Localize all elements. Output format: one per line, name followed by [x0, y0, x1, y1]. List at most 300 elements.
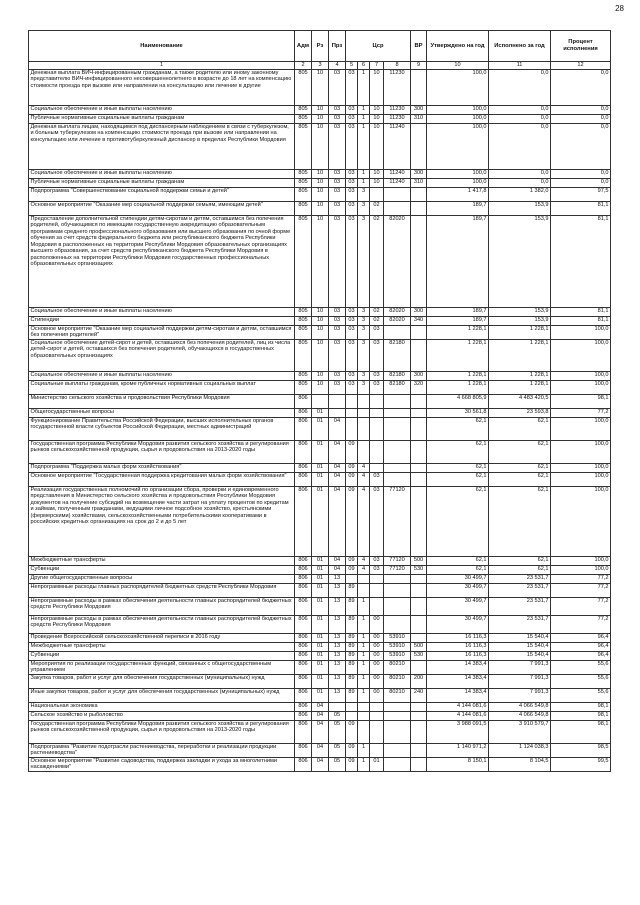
code-csr-4: 11240: [384, 124, 411, 170]
execution-percent: 99,5: [551, 758, 611, 772]
execution-percent: 0,0: [551, 70, 611, 106]
executed-amount: 1 228,1: [489, 381, 551, 395]
code-csr-2: 3: [358, 340, 370, 372]
code-csr-3: 03: [370, 557, 384, 566]
code-csr-2: 1: [358, 170, 370, 179]
code-csr-2: 4: [358, 464, 370, 473]
approved-amount: 4 668 805,9: [427, 395, 489, 409]
approved-amount: 30 561,8: [427, 409, 489, 418]
approved-amount: 189,7: [427, 202, 489, 216]
code-csr-2: 4: [358, 557, 370, 566]
header-row: [29, 31, 611, 62]
row-name: Социальное обеспечение и иные выплаты населению: [29, 308, 295, 317]
header-fact: Исполнено за год: [489, 31, 551, 62]
table-row: [29, 464, 611, 473]
code-csr-2: 1: [358, 179, 370, 188]
column-number: 10: [427, 62, 489, 70]
code-csr-2: 3: [358, 202, 370, 216]
execution-percent: 100,0: [551, 418, 611, 441]
code-csr-3: 10: [370, 179, 384, 188]
code-rz: 01: [312, 661, 329, 675]
execution-percent: 55,6: [551, 661, 611, 675]
code-csr-1: 03: [346, 317, 358, 326]
execution-percent: 77,2: [551, 616, 611, 634]
row-name: Социальное обеспечение и иные выплаты населению: [29, 372, 295, 381]
execution-percent: 0,0: [551, 179, 611, 188]
approved-amount: 30 499,7: [427, 584, 489, 598]
executed-amount: 1 124 038,3: [489, 744, 551, 758]
code-prz: 04: [329, 566, 346, 575]
executed-amount: 4 483 420,5: [489, 395, 551, 409]
execution-percent: 100,0: [551, 557, 611, 566]
code-prz: 03: [329, 216, 346, 308]
code-csr-4: 80210: [384, 675, 411, 689]
executed-amount: 62,1: [489, 473, 551, 487]
code-csr-3: [370, 441, 384, 464]
code-csr-2: 1: [358, 616, 370, 634]
approved-amount: 14 383,4: [427, 675, 489, 689]
code-adm: 806: [295, 652, 312, 661]
code-rz: 01: [312, 643, 329, 652]
approved-amount: 3 988 091,5: [427, 721, 489, 744]
code-adm: 805: [295, 326, 312, 340]
code-csr-4: 53910: [384, 643, 411, 652]
code-vr: [411, 124, 427, 170]
code-csr-4: 77120: [384, 566, 411, 575]
executed-amount: 7 991,3: [489, 675, 551, 689]
code-csr-3: 10: [370, 115, 384, 124]
code-vr: [411, 464, 427, 473]
table-row: [29, 115, 611, 124]
table-row: [29, 661, 611, 675]
row-name: Министерство сельского хозяйства и продовольствия Республики Мордовия: [29, 395, 295, 409]
code-csr-3: 02: [370, 216, 384, 308]
row-name: Государственная программа Республики Мордовия развития сельского хозяйства и регулирования рынков сельскохозяйственной продукции, сырья и продовольствия на 2013-2020 годы: [29, 721, 295, 744]
code-prz: 03: [329, 179, 346, 188]
code-rz: 01: [312, 598, 329, 616]
approved-amount: 16 116,3: [427, 634, 489, 643]
row-name: Государственная программа Республики Мордовия развития сельского хозяйства и регулирования рынков сельскохозяйственной продукции, сырья и продовольствия на 2013-2020 годы: [29, 441, 295, 464]
approved-amount: 8 150,1: [427, 758, 489, 772]
code-csr-1: 03: [346, 326, 358, 340]
header-name: Наименование: [29, 31, 295, 62]
code-csr-4: 77120: [384, 557, 411, 566]
code-adm: 806: [295, 703, 312, 712]
code-vr: [411, 70, 427, 106]
code-csr-3: 02: [370, 308, 384, 317]
code-vr: [411, 584, 427, 598]
code-rz: 01: [312, 584, 329, 598]
executed-amount: 23 593,8: [489, 409, 551, 418]
code-csr-2: 3: [358, 188, 370, 202]
code-rz: 04: [312, 721, 329, 744]
code-rz: 01: [312, 566, 329, 575]
code-csr-1: [346, 409, 358, 418]
code-rz: 10: [312, 381, 329, 395]
code-csr-1: [346, 575, 358, 584]
table-row: [29, 202, 611, 216]
code-csr-2: 3: [358, 326, 370, 340]
code-prz: 13: [329, 652, 346, 661]
table-body: [29, 70, 611, 772]
code-vr: 340: [411, 317, 427, 326]
code-csr-1: 09: [346, 487, 358, 557]
header-plan: Утверждено на год: [427, 31, 489, 62]
code-vr: 300: [411, 170, 427, 179]
code-csr-1: 03: [346, 381, 358, 395]
execution-percent: 100,0: [551, 326, 611, 340]
table-row: [29, 308, 611, 317]
executed-amount: 23 531,7: [489, 598, 551, 616]
table-row: [29, 584, 611, 598]
code-vr: 530: [411, 652, 427, 661]
code-vr: 200: [411, 675, 427, 689]
code-adm: 806: [295, 634, 312, 643]
code-csr-2: [358, 418, 370, 441]
code-csr-1: 89: [346, 584, 358, 598]
column-number: 2: [295, 62, 312, 70]
row-name: Закупка товаров, работ и услуг для обеспечения государственных (муниципальных) нужд: [29, 675, 295, 689]
code-csr-1: 03: [346, 124, 358, 170]
approved-amount: 62,1: [427, 418, 489, 441]
row-name: Стипендии: [29, 317, 295, 326]
code-adm: 806: [295, 584, 312, 598]
code-csr-1: [346, 418, 358, 441]
code-prz: 03: [329, 372, 346, 381]
executed-amount: 153,9: [489, 317, 551, 326]
row-name: Подпрограмма "Совершенствование социальной поддержки семьи и детей": [29, 188, 295, 202]
executed-amount: 7 991,3: [489, 661, 551, 675]
code-rz: [312, 395, 329, 409]
code-prz: 13: [329, 689, 346, 703]
code-csr-1: 03: [346, 179, 358, 188]
code-vr: 500: [411, 643, 427, 652]
executed-amount: 1 228,1: [489, 326, 551, 340]
code-rz: 01: [312, 675, 329, 689]
approved-amount: 1 228,1: [427, 372, 489, 381]
executed-amount: 8 104,5: [489, 758, 551, 772]
row-name: Основное мероприятие "Развитие садоводства, поддержка закладки и ухода за многолетними насаждениями": [29, 758, 295, 772]
code-csr-4: 11240: [384, 179, 411, 188]
executed-amount: 23 531,7: [489, 575, 551, 584]
code-csr-1: 89: [346, 689, 358, 703]
code-csr-4: [384, 202, 411, 216]
code-vr: [411, 634, 427, 643]
column-number: 11: [489, 62, 551, 70]
code-csr-1: 89: [346, 661, 358, 675]
executed-amount: 62,1: [489, 487, 551, 557]
code-csr-3: [370, 418, 384, 441]
code-vr: [411, 744, 427, 758]
code-adm: 805: [295, 106, 312, 115]
code-csr-1: 09: [346, 464, 358, 473]
table-row: [29, 703, 611, 712]
code-csr-1: [346, 703, 358, 712]
code-adm: 806: [295, 616, 312, 634]
code-csr-2: 1: [358, 106, 370, 115]
code-csr-4: [384, 473, 411, 487]
code-adm: 806: [295, 557, 312, 566]
approved-amount: 189,7: [427, 308, 489, 317]
execution-percent: 77,2: [551, 409, 611, 418]
code-csr-3: 10: [370, 124, 384, 170]
code-rz: 04: [312, 703, 329, 712]
code-csr-2: 1: [358, 744, 370, 758]
code-csr-1: 09: [346, 441, 358, 464]
code-adm: 805: [295, 115, 312, 124]
code-csr-3: 00: [370, 661, 384, 675]
row-name: Общегосударственные вопросы: [29, 409, 295, 418]
code-prz: 04: [329, 418, 346, 441]
code-csr-1: 03: [346, 216, 358, 308]
code-csr-2: [358, 712, 370, 721]
code-csr-3: 03: [370, 487, 384, 557]
code-prz: 04: [329, 557, 346, 566]
code-rz: 10: [312, 202, 329, 216]
code-rz: 10: [312, 340, 329, 372]
code-csr-3: 03: [370, 381, 384, 395]
execution-percent: 100,0: [551, 441, 611, 464]
code-csr-2: 1: [358, 634, 370, 643]
code-rz: 01: [312, 464, 329, 473]
code-csr-3: [370, 584, 384, 598]
executed-amount: 0,0: [489, 170, 551, 179]
code-vr: [411, 616, 427, 634]
code-csr-1: 03: [346, 372, 358, 381]
code-rz: 01: [312, 616, 329, 634]
code-adm: 806: [295, 744, 312, 758]
code-csr-1: 89: [346, 634, 358, 643]
budget-execution-table: [28, 30, 611, 772]
column-number: 1: [29, 62, 295, 70]
code-csr-3: [370, 464, 384, 473]
row-name: Непрограммные расходы в рамках обеспечения деятельности главных распорядителей бюджетных средств Республики Мордовия: [29, 598, 295, 616]
code-vr: 300: [411, 372, 427, 381]
code-prz: 03: [329, 106, 346, 115]
code-prz: [329, 395, 346, 409]
executed-amount: 15 540,4: [489, 643, 551, 652]
execution-percent: 81,1: [551, 216, 611, 308]
execution-percent: 81,1: [551, 308, 611, 317]
code-prz: 13: [329, 616, 346, 634]
code-adm: 806: [295, 712, 312, 721]
code-adm: 805: [295, 340, 312, 372]
column-number: 9: [411, 62, 427, 70]
row-name: Социальные выплаты гражданам, кроме публичных нормативных социальных выплат: [29, 381, 295, 395]
table-row: [29, 557, 611, 566]
execution-percent: 96,4: [551, 634, 611, 643]
row-name: Непрограммные расходы главных распорядителей бюджетных средств Республики Мордовия: [29, 584, 295, 598]
code-prz: 13: [329, 584, 346, 598]
executed-amount: 4 066 549,8: [489, 712, 551, 721]
executed-amount: 153,9: [489, 308, 551, 317]
code-csr-4: 82180: [384, 372, 411, 381]
code-csr-2: 1: [358, 598, 370, 616]
row-name: Основное мероприятие "Оказание мер социальной поддержки детям-сиротам и детям, оставшимся без попечения родителей": [29, 326, 295, 340]
row-name: Основное мероприятие "Оказание мер социальной поддержки семьям, имеющим детей": [29, 202, 295, 216]
table-row: [29, 441, 611, 464]
code-csr-2: 4: [358, 566, 370, 575]
code-prz: 05: [329, 744, 346, 758]
table-row: [29, 689, 611, 703]
code-vr: [411, 340, 427, 372]
code-adm: 805: [295, 372, 312, 381]
row-name: Иные закупки товаров, работ и услуг для обеспечения государственных (муниципальных) нужд: [29, 689, 295, 703]
executed-amount: 15 540,4: [489, 634, 551, 643]
code-csr-1: [346, 712, 358, 721]
table-row: [29, 179, 611, 188]
code-csr-1: 89: [346, 643, 358, 652]
code-adm: 805: [295, 317, 312, 326]
code-csr-4: 82020: [384, 317, 411, 326]
code-vr: 310: [411, 115, 427, 124]
execution-percent: 55,6: [551, 689, 611, 703]
row-name: Предоставление дополнительной стипендии детям-сиротам и детям, оставшимся без попечения родителей, обучающимся по имеющим государственную аккредитацию образовательным программам среднего профессионального образования или высшего образования по очной форме обучения за счет средств федерального бюджета или республиканского бюджета Республики Мордовия в расположенных на территории Республики Мордовия образовательных организациях высшего образования, за счет средств республиканского бюджета Республики Мордовия в расположенных на территории Республики Мордовия государственных профессиональных образовательных организациях: [29, 216, 295, 308]
table-row: [29, 643, 611, 652]
table-row: [29, 216, 611, 308]
table-row: [29, 744, 611, 758]
code-rz: 01: [312, 418, 329, 441]
code-csr-1: 09: [346, 557, 358, 566]
code-rz: 01: [312, 575, 329, 584]
code-csr-1: 89: [346, 616, 358, 634]
code-rz: 01: [312, 487, 329, 557]
code-csr-2: [358, 575, 370, 584]
code-adm: 805: [295, 188, 312, 202]
execution-percent: 96,4: [551, 652, 611, 661]
code-vr: 530: [411, 566, 427, 575]
code-csr-4: [384, 712, 411, 721]
code-vr: 240: [411, 689, 427, 703]
code-csr-4: [384, 744, 411, 758]
code-csr-2: 1: [358, 643, 370, 652]
code-adm: 805: [295, 216, 312, 308]
table-row: [29, 317, 611, 326]
row-name: Подпрограмма "Поддержка малых форм хозяйствования": [29, 464, 295, 473]
table-row: [29, 566, 611, 575]
table-row: [29, 487, 611, 557]
code-prz: 04: [329, 473, 346, 487]
header-vr: ВР: [411, 31, 427, 62]
code-csr-4: [384, 616, 411, 634]
executed-amount: 23 531,7: [489, 616, 551, 634]
code-prz: 05: [329, 721, 346, 744]
code-rz: 01: [312, 689, 329, 703]
code-csr-2: 3: [358, 308, 370, 317]
executed-amount: 7 991,3: [489, 689, 551, 703]
row-name: Публичные нормативные социальные выплаты гражданам: [29, 179, 295, 188]
code-rz: 10: [312, 179, 329, 188]
code-csr-4: 11230: [384, 115, 411, 124]
code-prz: 03: [329, 188, 346, 202]
code-csr-1: 09: [346, 721, 358, 744]
row-name: Сельское хозяйство и рыболовство: [29, 712, 295, 721]
code-vr: [411, 487, 427, 557]
row-name: Субвенции: [29, 566, 295, 575]
code-csr-1: 03: [346, 340, 358, 372]
execution-percent: 100,0: [551, 464, 611, 473]
code-vr: [411, 473, 427, 487]
code-csr-4: 53910: [384, 652, 411, 661]
code-csr-3: [370, 409, 384, 418]
code-csr-4: [384, 409, 411, 418]
approved-amount: 100,0: [427, 106, 489, 115]
execution-percent: 100,0: [551, 473, 611, 487]
executed-amount: 62,1: [489, 418, 551, 441]
execution-percent: 100,0: [551, 566, 611, 575]
code-csr-2: [358, 721, 370, 744]
approved-amount: 1 228,1: [427, 326, 489, 340]
approved-amount: 62,1: [427, 473, 489, 487]
executed-amount: 0,0: [489, 124, 551, 170]
code-adm: 806: [295, 675, 312, 689]
execution-percent: 98,1: [551, 712, 611, 721]
code-adm: 805: [295, 124, 312, 170]
code-prz: 13: [329, 634, 346, 643]
table-row: [29, 575, 611, 584]
table-row: [29, 616, 611, 634]
code-prz: 13: [329, 575, 346, 584]
table-row: [29, 395, 611, 409]
approved-amount: 1 228,1: [427, 381, 489, 395]
code-rz: 01: [312, 409, 329, 418]
approved-amount: 189,7: [427, 216, 489, 308]
code-csr-1: [346, 395, 358, 409]
code-csr-1: 03: [346, 170, 358, 179]
code-csr-3: [370, 703, 384, 712]
executed-amount: 23 531,7: [489, 584, 551, 598]
row-name: Непрограммные расходы в рамках обеспечения деятельности главных распорядителей бюджетных средств Республики Мордовия: [29, 616, 295, 634]
code-csr-1: 89: [346, 598, 358, 616]
code-csr-1: 09: [346, 758, 358, 772]
code-csr-4: [384, 326, 411, 340]
code-adm: 806: [295, 409, 312, 418]
row-name: Мероприятия по реализации государственных функций, связанных с общегосударственным управлением: [29, 661, 295, 675]
code-rz: 10: [312, 188, 329, 202]
code-csr-3: [370, 712, 384, 721]
execution-percent: 98,1: [551, 395, 611, 409]
code-prz: 03: [329, 124, 346, 170]
code-vr: [411, 409, 427, 418]
code-prz: 03: [329, 115, 346, 124]
column-number: 5: [346, 62, 358, 70]
header-csr: Цср: [346, 31, 411, 62]
code-csr-4: 11230: [384, 106, 411, 115]
table-row: [29, 652, 611, 661]
code-csr-4: [384, 584, 411, 598]
code-rz: 01: [312, 441, 329, 464]
execution-percent: 81,1: [551, 202, 611, 216]
execution-percent: 81,1: [551, 317, 611, 326]
code-prz: 04: [329, 464, 346, 473]
executed-amount: 0,0: [489, 106, 551, 115]
table-row: [29, 326, 611, 340]
column-number: 3: [312, 62, 329, 70]
header-adm: Адм: [295, 31, 312, 62]
row-name: Межбюджетные трансферты: [29, 557, 295, 566]
code-csr-4: [384, 418, 411, 441]
approved-amount: 100,0: [427, 115, 489, 124]
code-vr: 300: [411, 308, 427, 317]
table-row: [29, 634, 611, 643]
column-number-row: [29, 62, 611, 70]
code-csr-2: 1: [358, 661, 370, 675]
code-csr-2: [358, 441, 370, 464]
row-name: Основное мероприятие "Государственная поддержка кредитования малых форм хозяйствования": [29, 473, 295, 487]
column-number: 4: [329, 62, 346, 70]
code-rz: 10: [312, 106, 329, 115]
code-csr-2: 1: [358, 115, 370, 124]
